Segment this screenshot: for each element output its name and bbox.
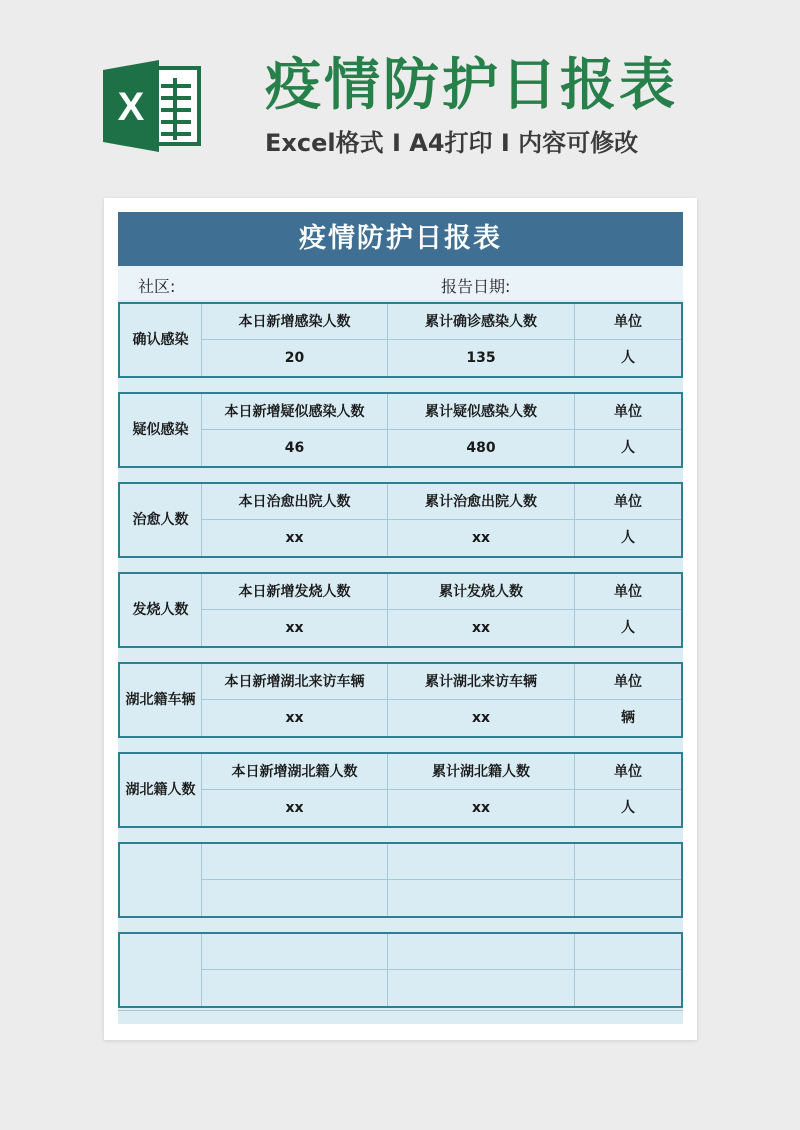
section-confirmed — [118, 302, 683, 378]
total-value-cell — [388, 970, 575, 1006]
banner-title: 疫情防护日报表 — [265, 53, 678, 118]
section-fever — [118, 572, 683, 648]
banner-subtitle: Excel格式 I A4打印 I 内容可修改 — [265, 129, 639, 157]
sections-area — [118, 300, 683, 1024]
today-value-cell: xx — [202, 790, 388, 826]
total-value-cell — [388, 880, 575, 916]
unit-value-cell: 人 — [621, 800, 635, 816]
excel-logo-letter: X — [117, 85, 145, 129]
report-date-label: 报告日期: — [441, 277, 511, 296]
total-label-cell — [388, 844, 575, 880]
total-value-cell: xx — [388, 610, 575, 646]
report-sheet — [104, 198, 697, 1040]
today-value-cell: xx — [202, 700, 388, 736]
excel-icon — [103, 60, 203, 152]
today-label-cell: 本日新增感染人数 — [202, 304, 388, 340]
unit-label-cell: 单位 — [575, 574, 681, 610]
total-value-cell: 480 — [388, 430, 575, 466]
section-hubei-vehicles — [118, 662, 683, 738]
unit-value-cell: 辆 — [621, 710, 635, 726]
today-label-cell — [202, 934, 388, 970]
today-label-cell: 本日新增发烧人数 — [202, 574, 388, 610]
section-heading: 发烧人数 — [120, 574, 202, 646]
unit-label-cell — [575, 934, 681, 970]
unit-label-cell: 单位 — [575, 484, 681, 520]
unit-label-cell: 单位 — [575, 754, 681, 790]
total-label-cell: 累计疑似感染人数 — [388, 394, 575, 430]
today-value-cell: xx — [202, 610, 388, 646]
total-value-cell: xx — [388, 790, 575, 826]
today-label-cell: 本日新增疑似感染人数 — [202, 394, 388, 430]
today-label-cell: 本日新增湖北来访车辆 — [202, 664, 388, 700]
section-suspected — [118, 392, 683, 468]
section-heading: 湖北籍车辆 — [120, 664, 202, 736]
unit-label-cell: 单位 — [575, 664, 681, 700]
total-value-cell: xx — [388, 520, 575, 556]
total-label-cell: 累计确诊感染人数 — [388, 304, 575, 340]
section-heading: 疑似感染 — [120, 394, 202, 466]
unit-label-cell: 单位 — [575, 394, 681, 430]
section-heading: 治愈人数 — [120, 484, 202, 556]
section-recovered — [118, 482, 683, 558]
today-value-cell — [202, 880, 388, 916]
document-title: 疫情防护日报表 — [118, 212, 683, 266]
section-hubei-people — [118, 752, 683, 828]
total-label-cell — [388, 934, 575, 970]
today-value-cell: 46 — [202, 430, 388, 466]
unit-value-cell: 人 — [621, 620, 635, 636]
section-heading — [120, 844, 202, 916]
today-label-cell: 本日新增湖北籍人数 — [202, 754, 388, 790]
total-value-cell: xx — [388, 700, 575, 736]
unit-value-cell: 人 — [621, 350, 635, 366]
unit-label-cell — [575, 844, 681, 880]
meta-row — [118, 266, 683, 300]
today-label-cell — [202, 844, 388, 880]
unit-value-cell — [575, 880, 681, 916]
unit-value-cell: 人 — [621, 530, 635, 546]
today-value-cell: 20 — [202, 340, 388, 376]
today-label-cell: 本日治愈出院人数 — [202, 484, 388, 520]
section-blank-2 — [118, 932, 683, 1008]
section-heading: 湖北籍人数 — [120, 754, 202, 826]
total-label-cell: 累计治愈出院人数 — [388, 484, 575, 520]
section-blank-1 — [118, 842, 683, 918]
today-value-cell: xx — [202, 520, 388, 556]
bottom-divider — [118, 1010, 683, 1011]
unit-label-cell: 单位 — [575, 304, 681, 340]
unit-value-cell: 人 — [621, 440, 635, 456]
section-heading: 确认感染 — [120, 304, 202, 376]
community-label: 社区: — [138, 277, 176, 296]
total-label-cell: 累计发烧人数 — [388, 574, 575, 610]
section-heading — [120, 934, 202, 1006]
unit-value-cell — [575, 970, 681, 1006]
today-value-cell — [202, 970, 388, 1006]
total-label-cell: 累计湖北来访车辆 — [388, 664, 575, 700]
total-value-cell: 135 — [388, 340, 575, 376]
total-label-cell: 累计湖北籍人数 — [388, 754, 575, 790]
